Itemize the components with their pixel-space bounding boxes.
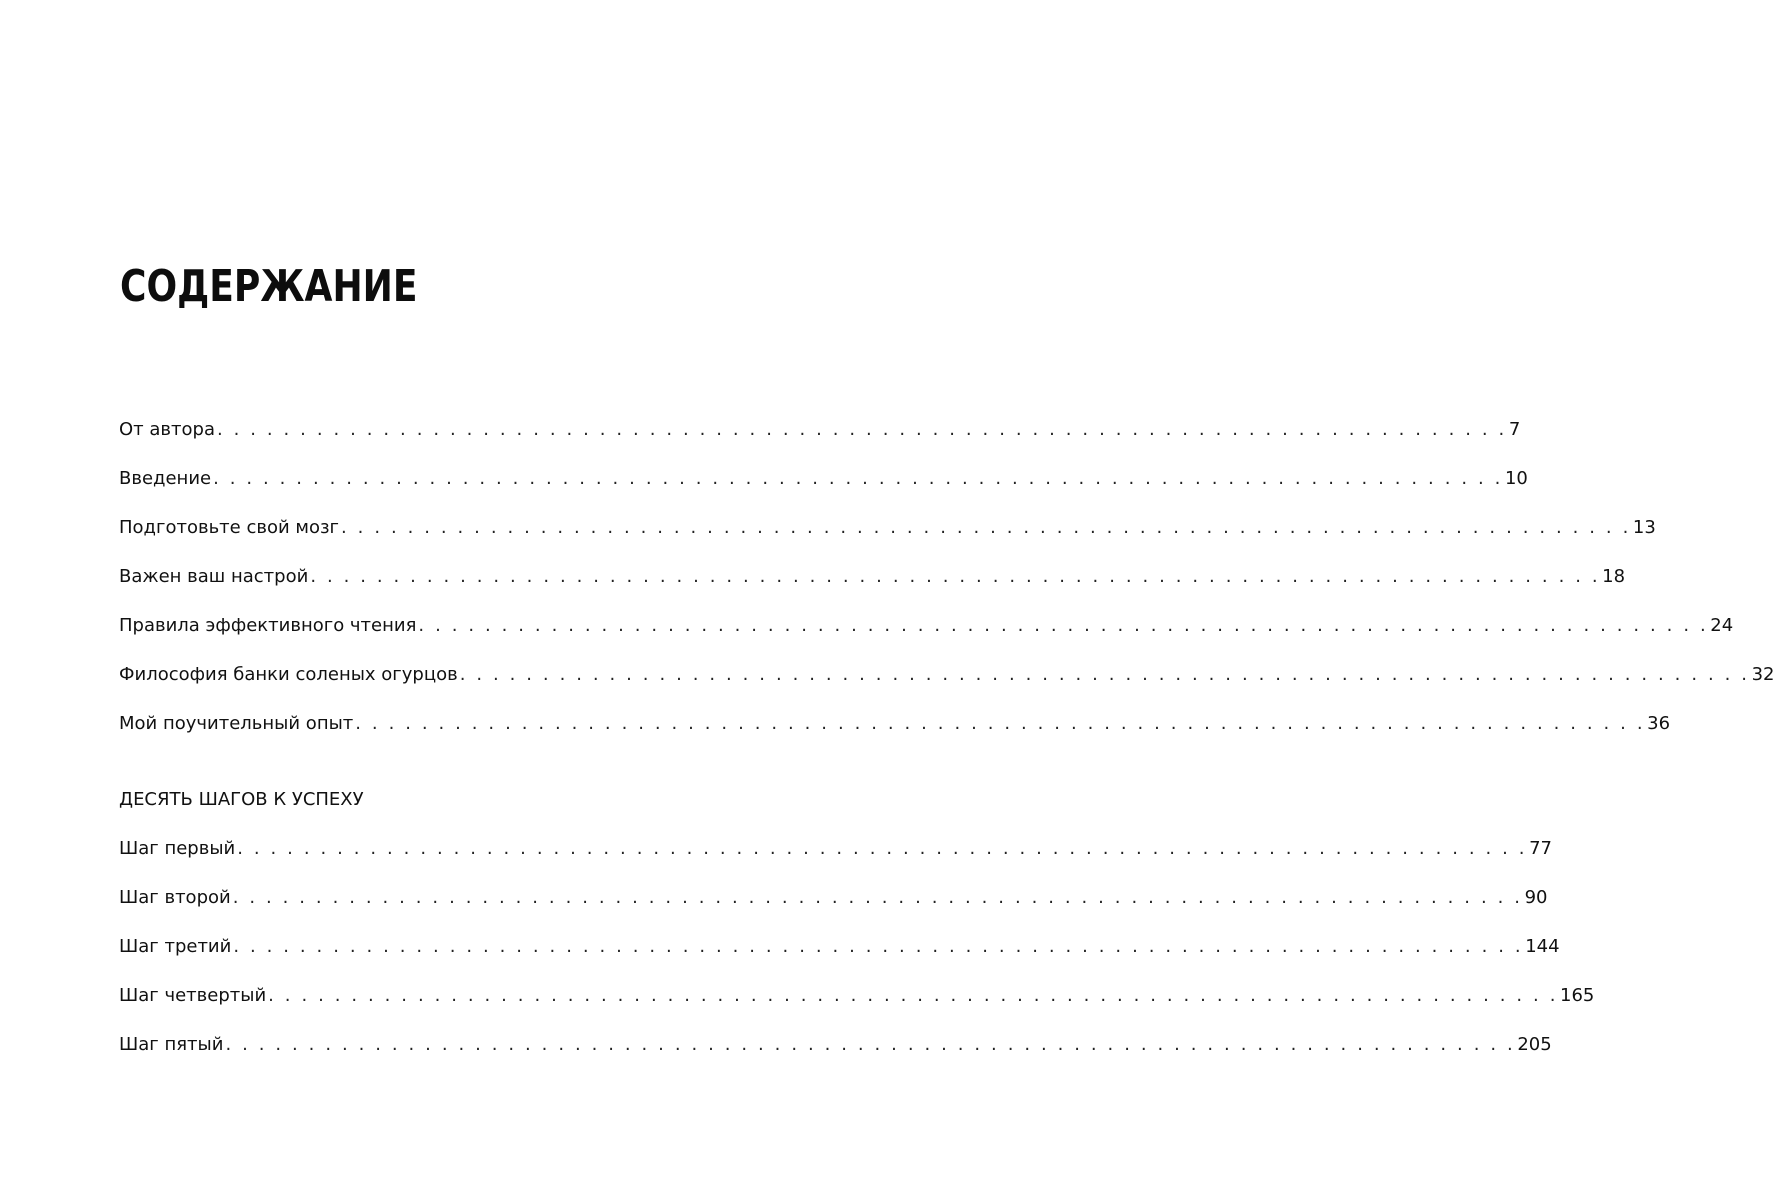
toc-page-number: 13: [1632, 517, 1656, 538]
toc-entry-step-four[interactable]: [119, 982, 1595, 1010]
toc-dot-leader: . . . . . . . . . . . . . . . . . . . . . . . . . . . . . . . . . . . . . . . . . . . . . . . . . . . . . . . . . . . . . . . . . . . . . . . . . . . . . .: [310, 566, 1601, 587]
toc-page-number: 36: [1647, 713, 1671, 734]
toc-entry-step-one[interactable]: [119, 835, 1553, 863]
section-heading: ДЕСЯТЬ ШАГОВ К УСПЕХУ: [119, 789, 364, 810]
toc-entry-from-author[interactable]: [119, 416, 1521, 444]
page-title: СОДЕРЖАНИЕ: [120, 261, 418, 312]
toc-dot-leader: . . . . . . . . . . . . . . . . . . . . . . . . . . . . . . . . . . . . . . . . . . . . . . . . . . . . . . . . . . . . . . . . . . . . . . . . . . . . . .: [237, 838, 1528, 859]
toc-dot-leader: . . . . . . . . . . . . . . . . . . . . . . . . . . . . . . . . . . . . . . . . . . . . . . . . . . . . . . . . . . . . . . . . . . . . . . . . . . . . . .: [232, 887, 1523, 908]
toc-entry-attitude[interactable]: [119, 563, 1626, 591]
toc-entry-label: Шаг четвертый: [119, 985, 267, 1006]
toc-dot-leader: . . . . . . . . . . . . . . . . . . . . . . . . . . . . . . . . . . . . . . . . . . . . . . . . . . . . . . . . . . . . . . . . . . . . . . . . . . . . . .: [216, 419, 1507, 440]
toc-entry-label: Шаг третий: [119, 936, 232, 957]
toc-page-number: 10: [1504, 468, 1528, 489]
toc-page-number: 205: [1517, 1034, 1552, 1055]
toc-entry-label: Введение: [119, 468, 212, 489]
toc-page-number: 165: [1560, 985, 1595, 1006]
toc-page-number: 90: [1524, 887, 1548, 908]
toc-entry-label: Шаг первый: [119, 838, 236, 859]
toc-entry-label: От автора: [119, 419, 215, 440]
toc-entry-label: Подготовьте свой мозг: [119, 517, 340, 538]
toc-entry-label: Шаг второй: [119, 887, 231, 908]
toc-entry-label: Важен ваш настрой: [119, 566, 309, 587]
toc-entry-step-five[interactable]: [119, 1031, 1552, 1059]
toc-page-number: 7: [1508, 419, 1521, 440]
toc-entry-experience[interactable]: [119, 710, 1671, 738]
toc-dot-leader: . . . . . . . . . . . . . . . . . . . . . . . . . . . . . . . . . . . . . . . . . . . . . . . . . . . . . . . . . . . . . . . . . . . . . . . . . . . . . .: [213, 468, 1503, 489]
toc-dot-leader: . . . . . . . . . . . . . . . . . . . . . . . . . . . . . . . . . . . . . . . . . . . . . . . . . . . . . . . . . . . . . . . . . . . . . . . . . . . . . .: [459, 664, 1750, 685]
toc-page-number: 32: [1751, 664, 1774, 685]
toc-entry-label: Шаг пятый: [119, 1034, 224, 1055]
toc-dot-leader: . . . . . . . . . . . . . . . . . . . . . . . . . . . . . . . . . . . . . . . . . . . . . . . . . . . . . . . . . . . . . . . . . . . . . . . . . . . . . .: [418, 615, 1709, 636]
toc-entry-label: Философия банки соленых огурцов: [119, 664, 458, 685]
toc-page-number: 18: [1602, 566, 1626, 587]
toc-dot-leader: . . . . . . . . . . . . . . . . . . . . . . . . . . . . . . . . . . . . . . . . . . . . . . . . . . . . . . . . . . . . . . . . . . . . . . . . . . . . . .: [341, 517, 1631, 538]
toc-dot-leader: . . . . . . . . . . . . . . . . . . . . . . . . . . . . . . . . . . . . . . . . . . . . . . . . . . . . . . . . . . . . . . . . . . . . . . . . . . . . . .: [225, 1034, 1516, 1055]
toc-entry-prepare-brain[interactable]: [119, 514, 1656, 542]
toc-entry-label: Правила эффективного чтения: [119, 615, 417, 636]
toc-page-number: 144: [1525, 936, 1560, 957]
toc-entry-reading-rules[interactable]: [119, 612, 1734, 640]
toc-entry-step-three[interactable]: [119, 933, 1560, 961]
toc-page-number: 24: [1710, 615, 1734, 636]
toc-entry-pickle-jar[interactable]: [119, 661, 1774, 689]
toc-dot-leader: . . . . . . . . . . . . . . . . . . . . . . . . . . . . . . . . . . . . . . . . . . . . . . . . . . . . . . . . . . . . . . . . . . . . . . . . . . . . . .: [268, 985, 1559, 1006]
toc-dot-leader: . . . . . . . . . . . . . . . . . . . . . . . . . . . . . . . . . . . . . . . . . . . . . . . . . . . . . . . . . . . . . . . . . . . . . . . . . . . . . .: [355, 713, 1646, 734]
toc-entry-step-two[interactable]: [119, 884, 1548, 912]
toc-page-number: 77: [1529, 838, 1553, 859]
toc-entry-label: Мой поучительный опыт: [119, 713, 354, 734]
toc-entry-introduction[interactable]: [119, 465, 1528, 493]
toc-dot-leader: . . . . . . . . . . . . . . . . . . . . . . . . . . . . . . . . . . . . . . . . . . . . . . . . . . . . . . . . . . . . . . . . . . . . . . . . . . . . . .: [233, 936, 1524, 957]
